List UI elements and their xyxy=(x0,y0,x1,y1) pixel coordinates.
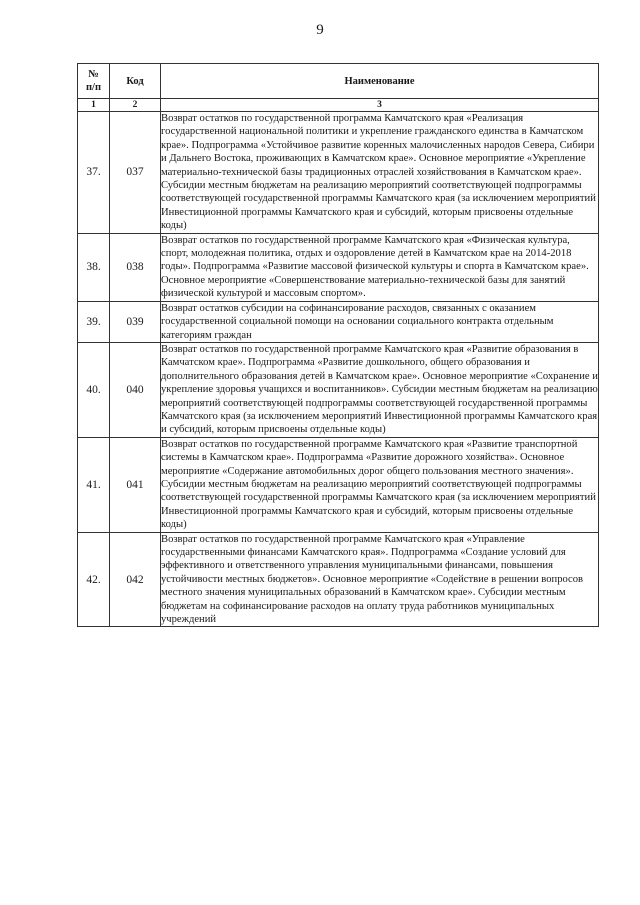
row-num: 42. xyxy=(78,532,110,627)
table-row xyxy=(78,437,599,532)
row-num: 39. xyxy=(78,301,110,342)
column-number: 3 xyxy=(161,99,599,112)
row-name: Возврат остатков субсидии на софинансирование расходов, связанных с оказанием государственной социальной помощи на основании социального контракта отдельным категориям граждан xyxy=(161,301,599,342)
row-code: 041 xyxy=(110,437,161,532)
row-code: 040 xyxy=(110,342,161,437)
header-name xyxy=(161,64,599,99)
row-name: Возврат остатков по государственной программе Камчатского края «Развитие образования в Камчатском крае». Подпрограмма «Развитие дошкольного, общего образования и дополнительного образования детей в Камчатском крае». Основное мероприятие «Сохранение и укрепление здоровья учащихся и воспитанников». Субсидии местным бюджетам на реализацию мероприятий соответствующей подпрограммы соответствующей государственной программы Камчатского края (за исключением мероприятий Инвестиционной программы Камчатского края и субсидий, которым присвоены отдельные коды) xyxy=(161,343,598,436)
codes-table xyxy=(77,63,599,627)
table-row xyxy=(78,342,599,437)
header-code xyxy=(110,64,161,99)
header-name-label: Наименование xyxy=(344,75,415,87)
header-num xyxy=(78,64,110,99)
column-number: 2 xyxy=(110,99,161,112)
header-code-label: Код xyxy=(126,75,144,87)
column-number: 1 xyxy=(78,99,110,112)
row-num: 40. xyxy=(78,342,110,437)
table-header-row xyxy=(78,64,599,99)
row-name: Возврат остатков по государственной программе Камчатского края «Физическая культура, спорт, молодежная политика, отдых и оздоровление детей в Камчатском крае на 2014-2018 годы». Подпрограмма «Развитие массовой физической культуры и спорта в Камчатском крае». Основное мероприятие «Совершенствование материально-технической базы для занятий физической культурой и массовым спортом». xyxy=(161,233,599,301)
row-num: 37. xyxy=(78,112,110,234)
table-row xyxy=(78,301,599,342)
table-row xyxy=(78,233,599,301)
header-num-label: № п/п xyxy=(85,69,102,93)
row-name: Возврат остатков по государственной программе Камчатского края «Развитие транспортной системы в Камчатском крае». Подпрограмма «Развитие дорожного хозяйства». Основное мероприятие «Содержание автомобильных дорог общего пользования местного значения». Субсидии местным бюджетам на реализацию мероприятий соответствующей подпрограммы соответствующей государственной программы Камчатского края (за исключением мероприятий Инвестиционной программы Камчатского края и субсидий, которым присвоены отдельные коды) xyxy=(161,437,599,532)
row-code: 037 xyxy=(110,112,161,234)
row-num: 38. xyxy=(78,233,110,301)
row-num: 41. xyxy=(78,437,110,532)
row-name: Возврат остатков по государственной программе Камчатского края «Управление государственными финансами Камчатского края». Подпрограмма «Создание условий для эффективного и ответственного управления муниципальными финансами, повышения устойчивости местных бюджетов». Основное мероприятие «Содействие в решении вопросов местного значения муниципальных образований в Камчатском крае». Субсидии местным бюджетам на софинансирование расходов на оплату труда работников муниципальных учреждений xyxy=(161,532,599,627)
table-row xyxy=(78,112,599,234)
page-number: 9 xyxy=(316,22,324,38)
row-code: 042 xyxy=(110,532,161,627)
column-numbers-row xyxy=(78,99,599,112)
row-code: 038 xyxy=(110,233,161,301)
row-code: 039 xyxy=(110,301,161,342)
row-name: Возврат остатков по государственной программа Камчатского края «Реализация государственной национальной политики и укрепление гражданского единства в Камчатском крае». Подпрограмма «Устойчивое развитие коренных малочисленных народов Севера, Сибири и Дальнего Востока, проживающих в Камчатском крае». Основное мероприятие «Укрепление материально-технической базы традиционных отраслей хозяйствования в Камчатском крае». Субсидии местным бюджетам на реализацию мероприятий соответствующей подпрограммы соответствующей государственной программы Камчатского края (за исключением мероприятий Инвестиционной программы Камчатского края и субсидий, которым присвоены отдельные коды) xyxy=(161,112,599,234)
table-row xyxy=(78,532,599,627)
